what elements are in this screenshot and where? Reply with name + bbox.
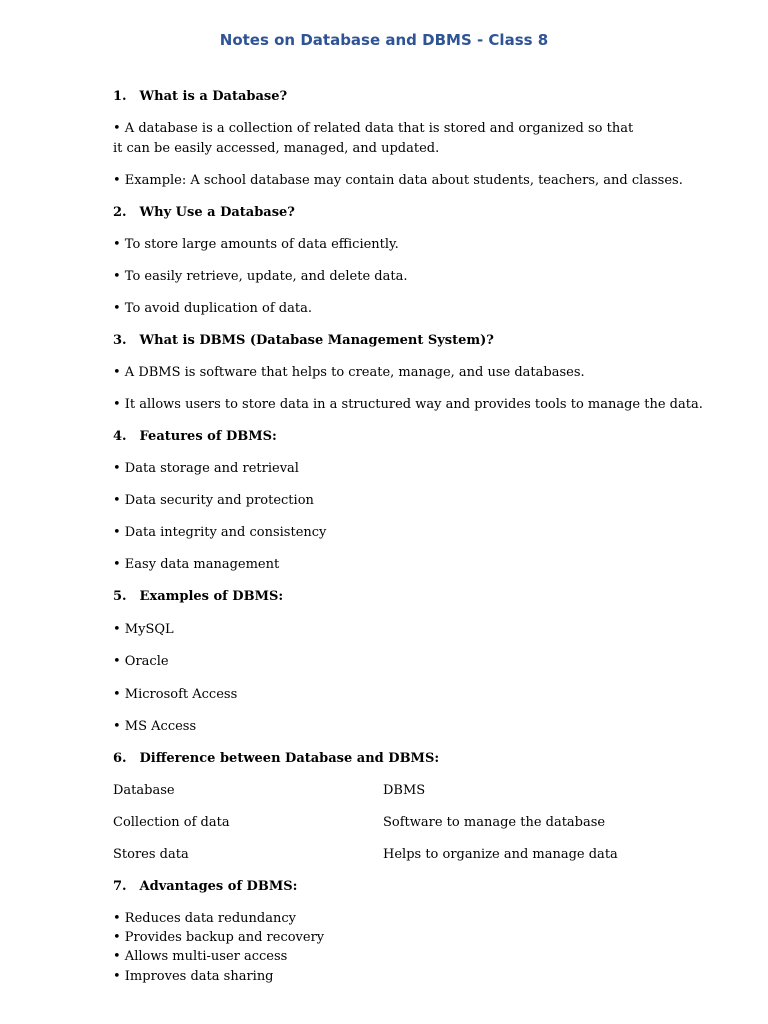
section-title-7: Advantages of DBMS: [139,879,298,894]
list-item: • Allows multi-user access [113,949,288,964]
section-number-2: 2. [113,205,127,220]
section-heading-6 [113,749,439,768]
table-cell: Software to manage the database [383,815,606,830]
list-item: • A database is a collection of related data that is stored and organized so that it can be easily accessed, managed, and updated. [113,121,634,156]
list-item: • Data security and protection [113,493,314,508]
section-title-1: What is a Database? [139,89,288,104]
list-item: • Microsoft Access [113,687,238,702]
section-number-1: 1. [113,89,127,104]
list-item: • Oracle [113,654,169,669]
list-item: • To store large amounts of data efficiently. [113,237,399,252]
table-header-dbms: DBMS [383,783,426,798]
list-item: • Improves data sharing [113,969,274,984]
section-heading-3 [113,331,494,350]
section-title-4: Features of DBMS: [139,429,277,444]
section-heading-1 [113,87,287,106]
table-cell: Helps to organize and manage data [383,847,618,862]
table-cell: Stores data [113,847,189,862]
list-item: • Data integrity and consistency [113,525,327,540]
section-number-3: 3. [113,333,127,348]
list-item: • MySQL [113,622,174,637]
table-header-database: Database [113,783,175,798]
section-number-6: 6. [113,751,127,766]
list-item: • To easily retrieve, update, and delete data. [113,269,408,284]
list-item: • Provides backup and recovery [113,930,325,945]
section-heading-4 [113,427,277,446]
section-number-5: 5. [113,589,127,604]
section-heading-5 [113,587,283,606]
section-title-3: What is DBMS (Database Management System)? [139,333,494,348]
section-number-7: 7. [113,879,127,894]
page-title: Notes on Database and DBMS - Class 8 [219,31,549,49]
section-title-5: Examples of DBMS: [139,589,284,604]
section-title-2: Why Use a Database? [139,205,295,220]
list-item: • Easy data management [113,557,280,572]
section-number-4: 4. [113,429,127,444]
list-item: • MS Access [113,719,197,734]
table-cell: Collection of data [113,815,230,830]
list-item: • It allows users to store data in a structured way and provides tools to manage the data. [113,397,703,412]
list-item: • To avoid duplication of data. [113,301,312,316]
section-title-6: Difference between Database and DBMS: [139,751,440,766]
list-item: • A DBMS is software that helps to create, manage, and use databases. [113,365,585,380]
section-heading-2 [113,203,295,222]
list-item: • Reduces data redundancy [113,911,296,926]
list-item: • Example: A school database may contain data about students, teachers, and classes. [113,173,683,188]
list-item: • Data storage and retrieval [113,461,299,476]
section-heading-7 [113,877,297,896]
